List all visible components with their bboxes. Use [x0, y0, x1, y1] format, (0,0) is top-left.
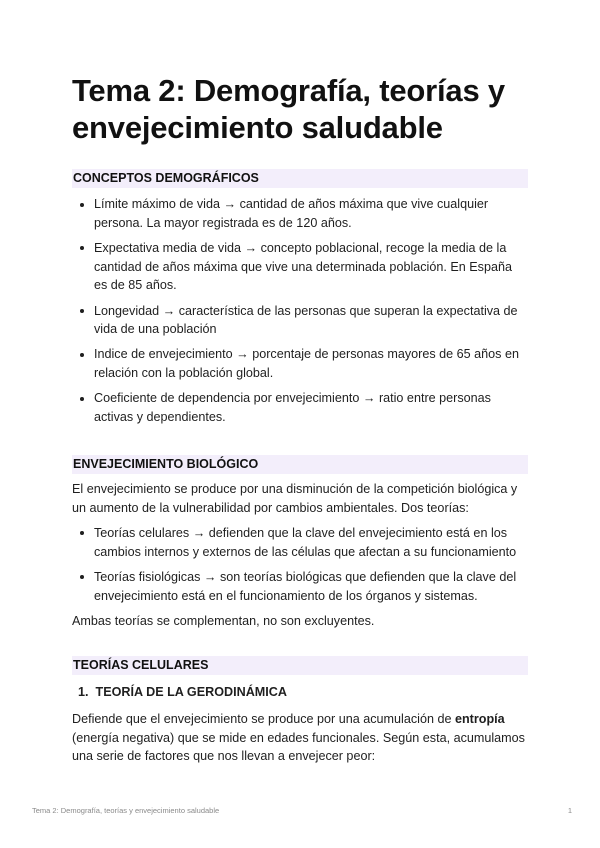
bullet-list	[72, 195, 528, 427]
section-body-celulares	[72, 710, 528, 773]
page-title: Tema 2: Demografía, teorías y envejecimiento saludable	[72, 73, 505, 145]
list-item: Longevidad → característica de las personas que superan la expectativa de vida de una población	[72, 302, 528, 339]
paragraph-text: (energía negativa) que se mide en edades funcionales. Según esta, acumulamos una serie de factores que nos llevan a envejecer peor:	[72, 730, 525, 764]
section-heading-biologico: ENVEJECIMIENTO BIOLÓGICO	[72, 455, 528, 474]
numbered-item-index: 1.	[78, 685, 89, 699]
list-item: Coeficiente de dependencia por envejecimiento → ratio entre personas activas y dependientes.	[72, 389, 528, 426]
list-item: Teorías fisiológicas → son teorías biológicas que defienden que la clave del envejecimiento está en el funcionamiento de los órganos y sistemas.	[72, 568, 528, 605]
page-footer	[32, 806, 572, 815]
page-number: 1	[567, 806, 572, 815]
paragraph: El envejecimiento se produce por una disminución de la competición biológica y un aumento de la vulnerabilidad por cambios ambientales. Dos teorías:	[72, 482, 518, 515]
numbered-item-label: TEORÍA DE LA GERODINÁMICA	[95, 685, 287, 699]
list-item: Límite máximo de vida → cantidad de años máxima que vive cualquier persona. La mayor registrada es de 120 años.	[72, 195, 528, 232]
section-heading-celulares: TEORÍAS CELULARES	[72, 656, 528, 675]
section-body-biologico	[72, 480, 528, 637]
list-item: Indice de envejecimiento → porcentaje de personas mayores de 65 años en relación con la población global.	[72, 345, 528, 382]
bullet-list	[72, 524, 528, 605]
section-body-conceptos	[72, 195, 528, 433]
section-heading-conceptos: CONCEPTOS DEMOGRÁFICOS	[72, 169, 528, 188]
paragraph	[72, 710, 528, 766]
list-item: Teorías celulares → defienden que la clave del envejecimiento está en los cambios internos y externos de las células que afectan a su funcionamiento	[72, 524, 528, 561]
paragraph-bold: entropía	[454, 712, 505, 726]
paragraph: Ambas teorías se complementan, no son excluyentes.	[72, 613, 375, 628]
list-item: Expectativa media de vida → concepto poblacional, recoge la media de la cantidad de años máxima que vive una determinada población. En España es de 85 años.	[72, 239, 528, 295]
footer-title: Tema 2: Demografía, teorías y envejecimiento saludable	[32, 806, 220, 815]
numbered-item	[78, 683, 287, 701]
paragraph-text: Defiende que el envejecimiento se produce por una acumulación de	[72, 712, 455, 726]
